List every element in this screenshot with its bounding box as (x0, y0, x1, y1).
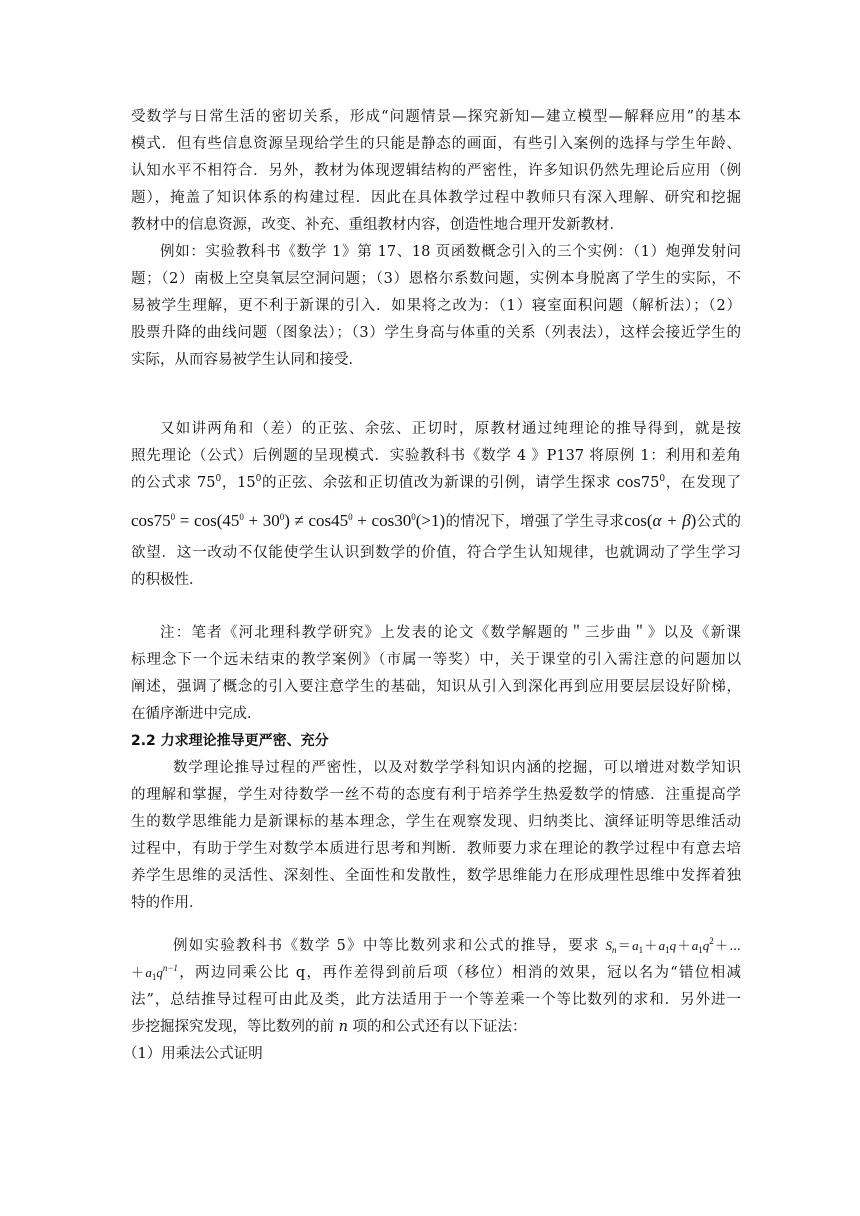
paragraph-5-line-4: 过程中，有助于学生对数学本质进行思考和判断．教师要力求在理论的教学过程中有意去培 (131, 841, 741, 857)
paragraph-6-line-2: $+a_1q^{n-1}$，两边同乘公比 q，再作差得到前后项（移位）相消的效果，冠以名为“错位相减 (131, 963, 741, 982)
paragraph-1-line-5: 教材中的信息资源，改变、补充、重组教材内容，创造性地合理开发新教材． (131, 217, 624, 233)
paragraph-5-line-1: 数学理论推导过程的严密性，以及对数学学科知识内涵的挖掘，可以增进对数学知识 (173, 760, 741, 776)
paragraph-4-line-1: 注：笔者《河北理科教学研究》上发表的论文《数学解题的＂三步曲＂》以及《新课 (160, 625, 741, 641)
cos-sum-formula: cos(α + β) (624, 511, 697, 530)
paragraph-1-line-3: 认知水平不相符合．另外，教材为体现逻辑结构的严密性，许多知识仍然先理论后应用（例 (131, 163, 741, 179)
paragraph-4-line-4: 在循序渐进中完成． (131, 706, 262, 722)
paragraph-3-line-2: 照先理论（公式）后例题的呈现模式．实验教科书《数学 4 》P137 将原例 1：利用和差角 (131, 448, 741, 464)
paragraph-2-line-4: 股票升降的曲线问题（图象法）；（3）学生身高与体重的关系（列表法），这样会接近学生的 (131, 325, 741, 341)
paragraph-5-line-2: 的理解和掌握，学生对待数学一丝不苟的态度有利于培养学生热爱数学的情感．注重提高学 (131, 787, 741, 803)
paragraph-5-line-6: 特的作用． (131, 895, 204, 911)
paragraph-3-formula-line: $\cos 75^0 = \cos(45^0 + 30^0) \ne \cos 45^0 + \cos 30^0(>1)$的情况下，增强了学生寻求cos(α + β)公式的 (131, 511, 741, 530)
paragraph-2-line-2: 题；（2）南极上空臭氧层空洞问题；（3）恩格尔系数问题，实例本身脱离了学生的实际，不 (131, 271, 741, 287)
paragraph-6-line-1: 例如实验教科书《数学 5》中等比数列求和公式的推导，要求 $S_n=a_1+a_1q+a_1q^2+\cdots$ (173, 936, 741, 955)
paragraph-2-line-3: 易被学生理解，更不利于新课的引入．如果将之改为：（1）寝室面积问题（解析法）；（2） (131, 298, 741, 314)
paragraph-4-line-3: 阐述，强调了概念的引入要注意学生的基础，知识从引入到深化再到应用要层层设好阶梯， (131, 679, 741, 695)
paragraph-5-line-5: 养学生思维的灵活性、深刻性、全面性和发散性，数学思维能力在形成理性思维中发挥着独 (131, 868, 741, 884)
paragraph-2-line-5: 实际，从而容易被学生认同和接受． (131, 352, 363, 368)
paragraph-6-line-3: 法”，总结推导过程可由此及类，此方法适用于一个等差乘一个等比数列的求和．另外进一 (131, 992, 741, 1008)
paragraph-5-line-3: 生的数学思维能力是新课标的基本理念，学生在观察发现、归纳类比、演绎证明等思维活动 (131, 814, 741, 830)
paragraph-3-line-3: 的公式求 $75^0$，$15^0$的正弦、余弦和正切值改为新课的引例，请学生探求 $\cos 75^0$，在发现了 (131, 474, 741, 491)
sum-formula: $S_n=a_1+a_1q+a_1q^2+\cdots$ (605, 936, 741, 955)
paragraph-6-line-4: 步挖掘探究发现，等比数列的前 n 项的和公式还有以下证法： (131, 1019, 527, 1035)
paragraph-2-line-1: 例如：实验教科书《数学 1》第 17、18 页函数概念引入的三个实例：（1）炮弹发射问 (160, 244, 741, 260)
proof-item-1: （1）用乘法公式证明 (123, 1046, 263, 1062)
section-heading: 2.2 力求理论推导更严密、充分 (131, 733, 329, 749)
paragraph-3-line-5: 欲望．这一改动不仅能使学生认识到数学的价值，符合学生认知规律，也就调动了学生学习 (131, 545, 741, 561)
paragraph-4-line-2: 标理念下一个远未结束的教学案例》（市属一等奖）中，关于课堂的引入需注意的问题加以 (131, 652, 741, 668)
paragraph-1-line-1: 受数学与日常生活的密切关系，形成“问题情景—探究新知—建立模型—解释应用”的基本 (131, 109, 741, 125)
paragraph-1-line-2: 模式．但有些信息资源呈现给学生的只能是静态的画面，有些引入案例的选择与学生年龄、 (131, 136, 741, 152)
cos-inequality-formula: $\cos 75^0 = \cos(45^0 + 30^0) \ne \cos 45^0 + \cos 30^0(>1)$ (131, 511, 446, 530)
sum-formula-tail: $+a_1q^{n-1}$ (131, 963, 178, 982)
paragraph-1-line-4: 题），掩盖了知识体系的构建过程．因此在具体教学过程中教师只有深入理解、研究和挖掘 (131, 190, 741, 206)
paragraph-3-line-6: 的积极性． (131, 572, 204, 588)
paragraph-3-line-1: 又如讲两角和（差）的正弦、余弦、正切时，原教材通过纯理论的推导得到，就是按 (160, 421, 741, 437)
